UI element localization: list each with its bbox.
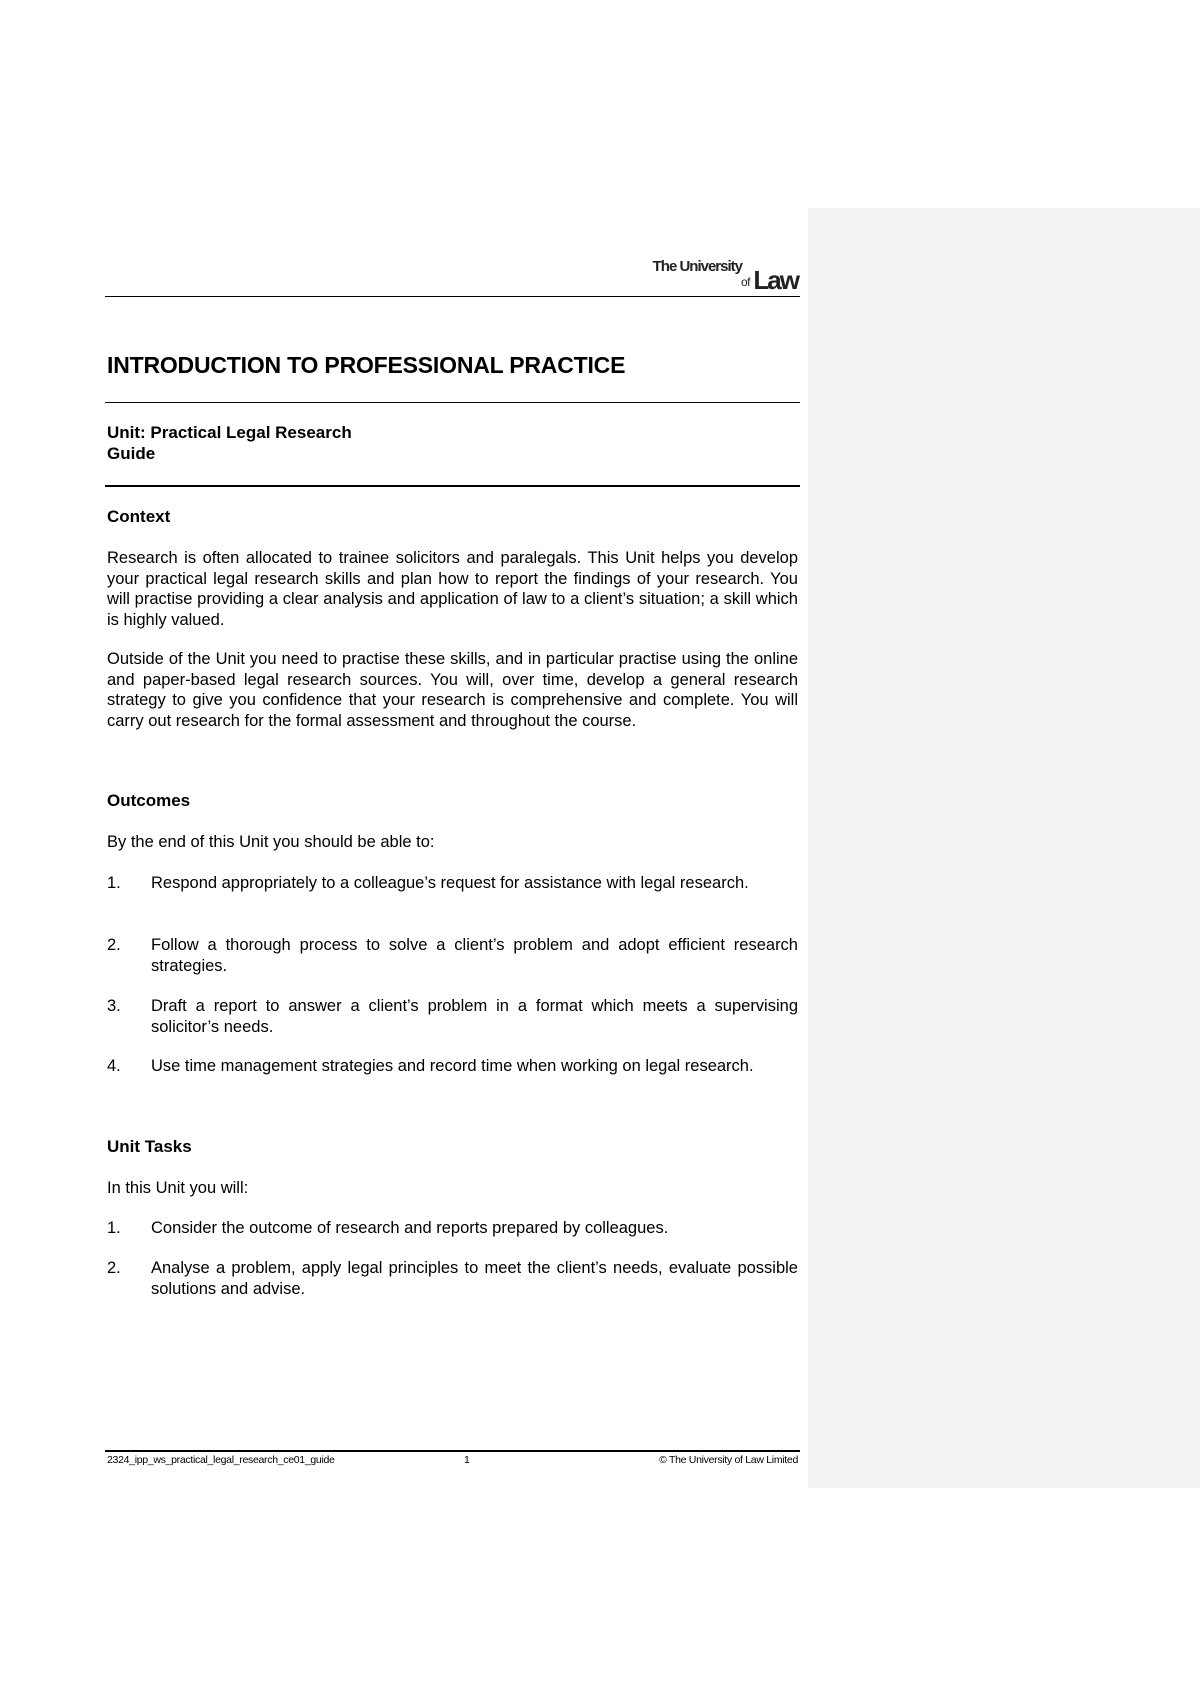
unit-block — [107, 422, 352, 464]
context-heading: Context — [107, 507, 171, 526]
outcome-number: 1. — [107, 874, 121, 892]
outcome-text: Use time management strategies and record time when working on legal research. — [151, 1057, 754, 1075]
context-paragraph-2: Outside of the Unit you need to practise these skills, and in particular practise using the online and paper-based legal research sources. You will, over time, develop a general research strategy to give you confidence that your research is comprehensive and complete. You will carry out research for the formal assessment and throughout the course. — [107, 650, 798, 730]
unit-rule — [105, 485, 800, 487]
task-number: 2. — [107, 1259, 121, 1277]
outcome-item — [107, 873, 798, 894]
footer-copyright: © The University of Law Limited — [659, 1454, 798, 1466]
outcome-number: 3. — [107, 997, 121, 1015]
outcome-text: Respond appropriately to a colleague’s request for assistance with legal research. — [151, 874, 749, 892]
outcome-number: 2. — [107, 936, 121, 954]
footer-document-ref: 2324_ipp_ws_practical_legal_research_ce01_guide — [107, 1454, 335, 1466]
outcome-item — [107, 996, 798, 1037]
outcome-item — [107, 1056, 798, 1077]
outcome-text: Follow a thorough process to solve a client’s problem and adopt efficient research strategies. — [151, 936, 798, 975]
logo-line-2: of — [740, 275, 750, 289]
document-page — [105, 0, 800, 1696]
unit-sub: Guide — [107, 444, 156, 463]
task-number: 1. — [107, 1219, 121, 1237]
outcomes-heading: Outcomes — [107, 791, 191, 810]
context-paragraph-1: Research is often allocated to trainee solicitors and paralegals. This Unit helps you develop your practical legal research skills and plan how to report the findings of your research. You will practise providing a clear analysis and application of law to a client’s situation; a skill which is highly valued. — [107, 549, 798, 629]
tasks-intro: In this Unit you will: — [107, 1179, 249, 1197]
document-title: INTRODUCTION TO PROFESSIONAL PRACTICE — [107, 352, 626, 378]
outcomes-intro: By the end of this Unit you should be able to: — [107, 833, 435, 851]
outcome-item — [107, 935, 798, 976]
tasks-heading: Unit Tasks — [107, 1137, 192, 1156]
footer-rule — [105, 1450, 800, 1452]
outcome-text: Draft a report to answer a client’s problem in a format which meets a supervising solicitor’s needs. — [151, 997, 798, 1036]
logo-line-1: The University — [652, 258, 742, 275]
task-text: Analyse a problem, apply legal principles to meet the client’s needs, evaluate possible solutions and advise. — [151, 1259, 798, 1298]
comment-pane — [808, 208, 1200, 1488]
task-item — [107, 1258, 798, 1299]
task-item — [107, 1218, 798, 1239]
outcome-number: 4. — [107, 1057, 121, 1075]
header-rule — [105, 296, 800, 297]
title-rule — [105, 402, 800, 403]
unit-line: Unit: Practical Legal Research — [107, 423, 352, 442]
footer-page-number: 1 — [464, 1454, 470, 1466]
logo-line-3: Law — [753, 265, 798, 295]
task-text: Consider the outcome of research and reports prepared by colleagues. — [151, 1219, 669, 1237]
university-logo — [638, 258, 798, 295]
